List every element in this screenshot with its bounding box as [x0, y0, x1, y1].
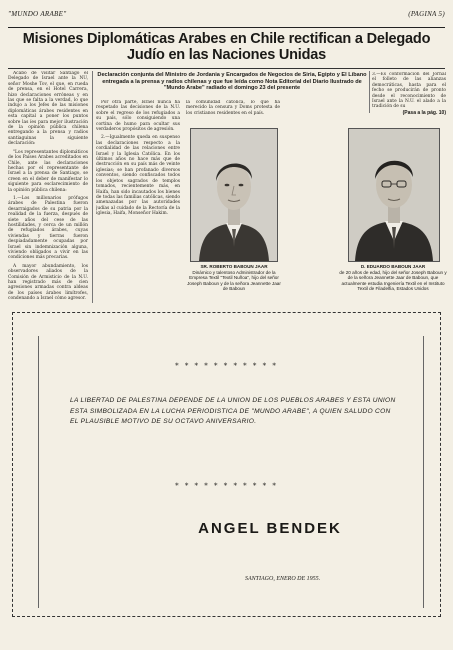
- portrait-icon: [191, 129, 277, 261]
- headline: Misiones Diplomáticas Arabes en Chile rectifican a Delegado Judío en las Naciones Unidas: [22, 31, 431, 63]
- portrait-photo: [190, 128, 278, 262]
- stars-divider: * * * * * * * * * * *: [175, 482, 278, 490]
- stars-divider: * * * * * * * * * * *: [175, 362, 278, 370]
- left-paragraph: A mayor abundamiento, los observadores aliados de la Comisión de Armisticio de la N.U. han registrado más de cien agresiones armadas contra aldeas de los países árabes limítrofes, condenando a Israel cómo agresor.: [8, 263, 88, 301]
- portrait-photo: [348, 128, 440, 262]
- portrait-icon: [349, 129, 439, 261]
- middle-column: [96, 100, 180, 300]
- column-divider: [92, 71, 93, 303]
- caption-name: D. EDUARDO BABOUN JAAR: [360, 264, 426, 269]
- left-column: [8, 71, 88, 301]
- caption-name: SR. ROBERTO BABOUN JAAR: [200, 264, 268, 269]
- right-column: 3.—Es conformación del Jornal el folleto de las alianzas democráticas, hasta para el fecho se producirán de pronto desde el reconocimiento de Israel ante la N.U. el alado a la tradición de su: [372, 72, 446, 110]
- middle-paragraph: Por otra parte, Israel nunca ha respetado las decisiones de la N.U. sobre el regreso de los refugiados a su país, sólo consiguiendo una cortina de humo para ocultar sus verdaderos propósitos de agresión.: [96, 100, 180, 133]
- running-head-title: "MUNDO ARABE": [8, 10, 67, 18]
- top-rule: [8, 27, 445, 28]
- advertisement-signature: ANGEL BENDEK: [198, 520, 342, 537]
- left-paragraph: 1.—Los millonarios prófugos árabes de Palestina fueron desarraigados de su patria por la realidad de la fuerza, después de siete años del cese de las hostilidades, y cerca de un millón de refugiados árabes, cuyas viviendas y tierras fueron despiadadamente ocupadas por Israel sin indemnización alguna, viviendo obligados a vivir en las condiciones más precarias.: [8, 195, 88, 261]
- caption-text: Dinámico y talentoso Administrador de la Empresa Textil "Textil Nuñoa", hijo del señor Joseph Baboun y de la señora Jeannette Jaar de Baboun: [187, 269, 281, 292]
- declaration-title: Declaración conjunta del Ministro de Jordania y Encargados de Negocios de Siria, Egipto y El Líbano entregada a la prensa y radios chilenas y que fue leída como Nota Editorial del Diario Ilustrado de "Mundo Arabe" radiado el domingo 23 del presente: [97, 72, 367, 92]
- page-number: (PAGINA 5): [408, 10, 445, 18]
- middle-column-2: la comunidad católica, lo que ha merecido la censura y Doms protesta de los cristianos residentes en el país.: [186, 100, 280, 116]
- middle-paragraph: 2.—Igualmente queda en suspenso las declaraciones respecto a la cordialidad de las relaciones entre Israel y la Iglesia Católica. En los últimos años no hace más que de destrucción en su país más de veinte iglesias; se han profanado diversos conventos, siendo confiscados todos los objetos sagrados de templos tomados, recientemente más, en Haifa, han sido incautados los bienes de todas las familias católicas, siendo amenazadas por las autoridades judías al cuidado de la Rectoría de la iglesia, Haifa, Monseñor Hakim.: [96, 135, 180, 217]
- caption: [338, 264, 448, 292]
- running-head: [8, 10, 445, 18]
- advertisement-inner-border: [38, 336, 424, 608]
- caption-text: de 20 años de edad, hijo del señor Joseph Baboun y de la señora Jeannette Jaar de Baboun, que actualmente estudia Ingeniería Textil en el Instituto Textil de Filadelfia, Estados Unidos: [339, 269, 447, 292]
- advertisement-message: LA LIBERTAD DE PALESTINA DEPENDE DE LA UNION DE LOS PUEBLOS ARABES Y ESTA UNION ESTA SIMBOLIZADA EN LA LUCHA PERIODISTICA DE "MUNDO ARABE", A QUIEN SALUDO CON EL PLAUSIBLE MOTIVO DE SU OCTAVO ANIVERSARIO.: [70, 397, 396, 425]
- left-paragraph: Acabo de visitar Santiago el Delegado de Israel ante la NU, señor Moshe Tov, el que, en rueda de prensa, en el Hotel Carrera, hizo declaraciones erróneas y en las que se falta a la verdad, lo que indujo a los Jefes de las misiones diplomáticas árabes residentes en esta capital a poner los puntos sobre las íes para mejor ilustración de la opinión pública chilena entregando a la prensa y radios santiaguinas la siguiente declaración:: [8, 71, 88, 147]
- column-divider: [369, 71, 370, 113]
- advertisement-date: SANTIAGO, ENERO DE 1955.: [245, 576, 321, 582]
- headline-rule: [8, 68, 445, 69]
- continued-note: (Pasa a la pág. 10): [402, 110, 446, 116]
- left-paragraph: "Los representantes diplomáticos de los Países Arabes acreditados en Chile, ante las declaraciones hechas por el representante de Israel a la prensa de Santiago, se creen en el deber de manifestar lo siguiente para esclarecimiento de la opinión pública chilena:: [8, 149, 88, 193]
- caption: [186, 264, 282, 292]
